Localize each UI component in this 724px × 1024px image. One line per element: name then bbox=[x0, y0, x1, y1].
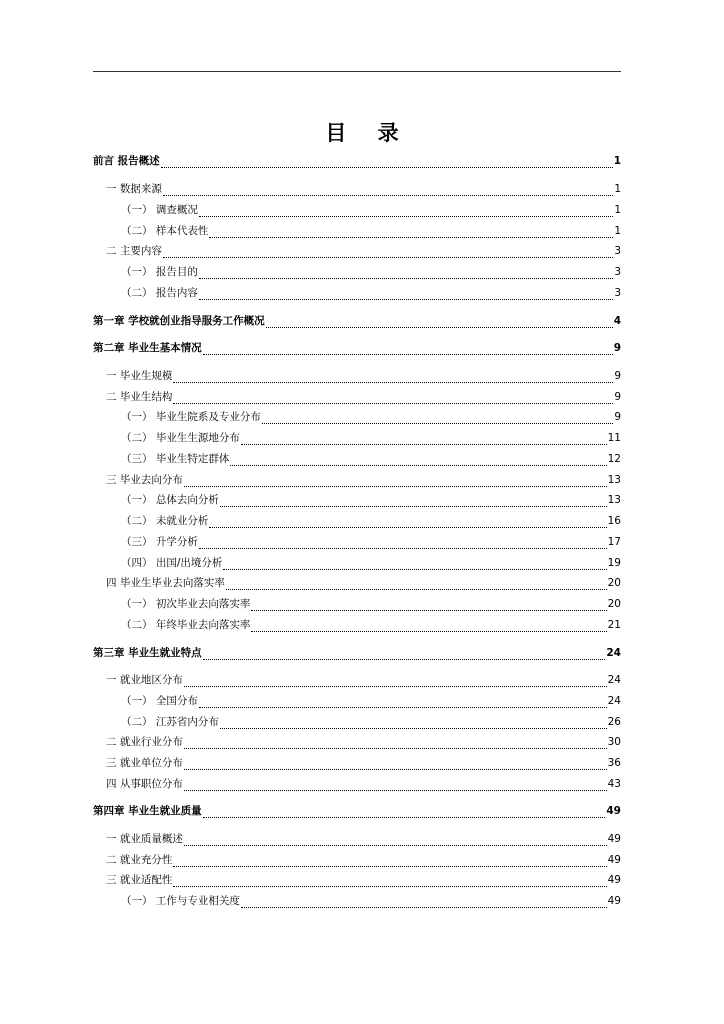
toc-entry[interactable] bbox=[106, 370, 621, 383]
toc-leader-dots bbox=[184, 677, 607, 687]
toc-entry-label: （一） 初次毕业去向落实率 bbox=[121, 598, 251, 610]
toc-entry[interactable] bbox=[106, 391, 621, 404]
toc-entry-label: （一） 调查概况 bbox=[121, 204, 198, 216]
toc-leader-dots bbox=[241, 435, 607, 445]
toc-entry-label: 三 就业单位分布 bbox=[106, 757, 183, 769]
toc-entry[interactable] bbox=[106, 474, 621, 487]
toc-entry[interactable] bbox=[93, 647, 621, 660]
toc-entry-label: 第二章 毕业生基本情况 bbox=[93, 342, 202, 354]
toc-entry-label: 一 就业地区分布 bbox=[106, 674, 183, 686]
toc-entry[interactable] bbox=[106, 854, 621, 867]
toc-entry-label: 一 数据来源 bbox=[106, 183, 162, 195]
toc-entry[interactable] bbox=[93, 155, 621, 168]
toc-leader-dots bbox=[173, 373, 613, 383]
toc-entry[interactable] bbox=[121, 619, 621, 632]
toc-entry-page: 49 bbox=[607, 895, 621, 907]
toc-entry-label: 一 毕业生规模 bbox=[106, 370, 173, 382]
toc-entry[interactable] bbox=[121, 411, 621, 424]
toc-entry-page: 9 bbox=[614, 391, 621, 403]
toc-entry-label: （一） 毕业生院系及专业分布 bbox=[121, 411, 261, 423]
toc-entry[interactable] bbox=[106, 577, 621, 590]
toc-leader-dots bbox=[184, 836, 607, 846]
toc-entry-label: 第四章 毕业生就业质量 bbox=[93, 805, 202, 817]
toc-entry-page: 26 bbox=[607, 716, 621, 728]
toc-entry-page: 12 bbox=[607, 453, 621, 465]
toc-entry-page: 11 bbox=[607, 432, 621, 444]
toc-entry-page: 24 bbox=[606, 647, 621, 659]
toc-entry[interactable] bbox=[121, 266, 621, 279]
toc-leader-dots bbox=[220, 497, 607, 507]
header-rule bbox=[93, 71, 621, 72]
toc-entry[interactable] bbox=[121, 453, 621, 466]
toc-entry-label: 二 毕业生结构 bbox=[106, 391, 173, 403]
toc-entry-page: 19 bbox=[607, 557, 621, 569]
toc-entry-label: 三 就业适配性 bbox=[106, 874, 173, 886]
toc-leader-dots bbox=[173, 394, 613, 404]
toc-entry-page: 1 bbox=[614, 183, 621, 195]
toc-leader-dots bbox=[199, 539, 607, 549]
toc-leader-dots bbox=[184, 477, 607, 487]
toc-entry-label: （二） 未就业分析 bbox=[121, 515, 209, 527]
toc-entry-label: （一） 总体去向分析 bbox=[121, 494, 219, 506]
toc-leader-dots bbox=[161, 158, 613, 168]
toc-entry[interactable] bbox=[121, 716, 621, 729]
toc-entry-label: 第一章 学校就创业指导服务工作概况 bbox=[93, 315, 265, 327]
toc-entry-page: 49 bbox=[607, 854, 621, 866]
toc-leader-dots bbox=[220, 719, 607, 729]
toc-entry-label: 前言 报告概述 bbox=[93, 155, 160, 167]
toc-entry-label: （四） 出国/出境分析 bbox=[121, 557, 223, 569]
toc-leader-dots bbox=[184, 760, 607, 770]
toc-entry-page: 3 bbox=[614, 287, 621, 299]
toc-entry-page: 49 bbox=[607, 874, 621, 886]
toc-leader-dots bbox=[251, 622, 606, 632]
toc-entry-label: （二） 江苏省内分布 bbox=[121, 716, 219, 728]
toc-entry-label: 四 从事职位分布 bbox=[106, 778, 183, 790]
toc-entry-label: 二 就业充分性 bbox=[106, 854, 173, 866]
toc-entry[interactable] bbox=[106, 757, 621, 770]
toc-leader-dots bbox=[199, 698, 607, 708]
toc-entry-page: 21 bbox=[607, 619, 621, 631]
toc-entry[interactable] bbox=[106, 183, 621, 196]
toc-entry-label: （一） 工作与专业相关度 bbox=[121, 895, 240, 907]
toc-leader-dots bbox=[199, 290, 613, 300]
toc-entry[interactable] bbox=[106, 736, 621, 749]
toc-entry[interactable] bbox=[106, 874, 621, 887]
toc-entry-page: 1 bbox=[614, 204, 621, 216]
toc-leader-dots bbox=[251, 601, 606, 611]
toc-entry-label: （三） 升学分析 bbox=[121, 536, 198, 548]
toc-entry-label: 三 毕业去向分布 bbox=[106, 474, 183, 486]
toc-entry-label: 二 主要内容 bbox=[106, 245, 162, 257]
toc-leader-dots bbox=[262, 414, 613, 424]
toc-entry-page: 17 bbox=[607, 536, 621, 548]
toc-entry-page: 49 bbox=[607, 833, 621, 845]
toc-entry-page: 3 bbox=[614, 245, 621, 257]
toc-entry-page: 3 bbox=[614, 266, 621, 278]
toc-entry-page: 16 bbox=[607, 515, 621, 527]
toc-entry-label: （三） 毕业生特定群体 bbox=[121, 453, 230, 465]
toc-leader-dots bbox=[209, 228, 613, 238]
toc-leader-dots bbox=[203, 808, 606, 818]
toc-entry-page: 9 bbox=[613, 342, 621, 354]
toc-entry[interactable] bbox=[106, 778, 621, 791]
toc-entry[interactable] bbox=[106, 674, 621, 687]
toc-entry-page: 24 bbox=[607, 674, 621, 686]
toc-entry-page: 9 bbox=[614, 411, 621, 423]
toc-entry-label: （一） 全国分布 bbox=[121, 695, 198, 707]
toc-leader-dots bbox=[163, 186, 613, 196]
toc-entry[interactable] bbox=[93, 315, 621, 328]
toc-entry[interactable] bbox=[93, 805, 621, 818]
toc-entry[interactable] bbox=[121, 557, 621, 570]
toc-entry-label: 二 就业行业分布 bbox=[106, 736, 183, 748]
toc-leader-dots bbox=[209, 518, 606, 528]
toc-entry-label: （二） 报告内容 bbox=[121, 287, 198, 299]
toc-entry[interactable] bbox=[106, 245, 621, 258]
toc-entry[interactable] bbox=[121, 895, 621, 908]
toc-entry[interactable] bbox=[121, 432, 621, 445]
toc-entry-page: 20 bbox=[607, 577, 621, 589]
toc-entry-page: 43 bbox=[607, 778, 621, 790]
toc-entry[interactable] bbox=[121, 287, 621, 300]
toc-entry-label: （二） 年终毕业去向落实率 bbox=[121, 619, 251, 631]
toc-leader-dots bbox=[173, 857, 606, 867]
toc-entry-page: 36 bbox=[607, 757, 621, 769]
toc-entry-label: （一） 报告目的 bbox=[121, 266, 198, 278]
toc-entry-page: 20 bbox=[607, 598, 621, 610]
toc-leader-dots bbox=[184, 781, 607, 791]
toc-entry[interactable] bbox=[121, 536, 621, 549]
toc-entry-label: 第三章 毕业生就业特点 bbox=[93, 647, 202, 659]
toc-leader-dots bbox=[203, 345, 613, 355]
toc-leader-dots bbox=[223, 560, 606, 570]
toc-entry-page: 13 bbox=[607, 474, 621, 486]
toc-entry-page: 4 bbox=[613, 315, 621, 327]
toc-entry[interactable] bbox=[121, 695, 621, 708]
toc-leader-dots bbox=[199, 207, 613, 217]
toc-entry[interactable] bbox=[121, 598, 621, 611]
toc-leader-dots bbox=[199, 269, 613, 279]
toc-leader-dots bbox=[203, 650, 606, 660]
toc-entry[interactable] bbox=[121, 204, 621, 217]
toc-entry[interactable] bbox=[121, 494, 621, 507]
toc-entry-page: 9 bbox=[614, 370, 621, 382]
toc-entry-page: 49 bbox=[606, 805, 621, 817]
toc-entry-label: 四 毕业生毕业去向落实率 bbox=[106, 577, 225, 589]
toc-leader-dots bbox=[266, 318, 613, 328]
toc-entry-page: 30 bbox=[607, 736, 621, 748]
toc-leader-dots bbox=[173, 877, 606, 887]
toc-entry[interactable] bbox=[121, 515, 621, 528]
toc-entry-label: 一 就业质量概述 bbox=[106, 833, 183, 845]
toc-entry-page: 13 bbox=[607, 494, 621, 506]
toc-entry-label: （二） 样本代表性 bbox=[121, 225, 209, 237]
toc-entry[interactable] bbox=[121, 225, 621, 238]
toc-entry-page: 1 bbox=[613, 155, 621, 167]
toc-leader-dots bbox=[163, 248, 613, 258]
toc-entry[interactable] bbox=[106, 833, 621, 846]
toc-leader-dots bbox=[230, 456, 606, 466]
page-title: 目 录 bbox=[325, 121, 411, 145]
toc-leader-dots bbox=[241, 898, 607, 908]
toc-entry-label: （二） 毕业生生源地分布 bbox=[121, 432, 240, 444]
toc-entry-page: 1 bbox=[614, 225, 621, 237]
toc-entry[interactable] bbox=[93, 342, 621, 355]
toc-leader-dots bbox=[184, 739, 607, 749]
toc-leader-dots bbox=[226, 580, 607, 590]
toc-entry-page: 24 bbox=[607, 695, 621, 707]
